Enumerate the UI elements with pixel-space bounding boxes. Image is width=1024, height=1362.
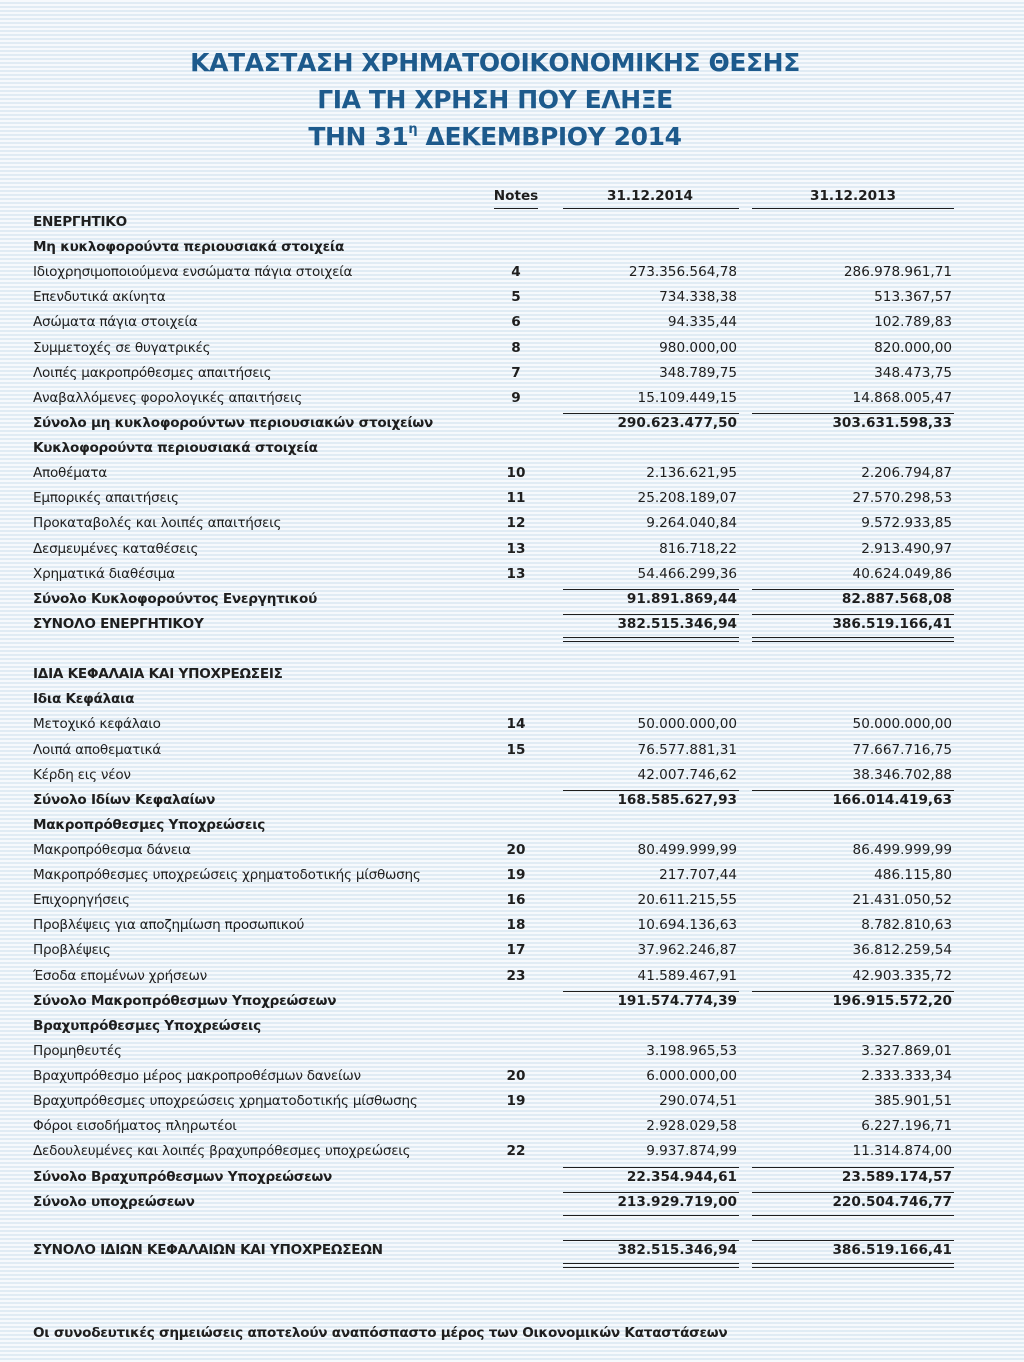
row-value-2014: 816.718,22 (659, 541, 737, 557)
row-label: Σύνολο Μακροπρόθεσμων Υποχρεώσεων (33, 993, 337, 1009)
row-value-2014: 91.891.869,44 (626, 591, 737, 607)
subtotal-rule-2014 (563, 1240, 739, 1241)
header-underline-notes (494, 208, 538, 209)
subtotal-rule-2013 (752, 991, 954, 992)
line-item-row (0, 739, 1024, 764)
line-item-row (0, 1115, 1024, 1140)
row-value-2013: 513.367,57 (874, 289, 952, 305)
row-label: Προβλέψεις για αποζημίωση προσωπικού (33, 917, 305, 933)
line-item-row (0, 311, 1024, 336)
row-label: Επιχορηγήσεις (33, 892, 130, 908)
row-value-2013: 42.903.335,72 (852, 968, 952, 984)
row-value-2014: 41.589.467,91 (637, 968, 737, 984)
line-item-row (0, 914, 1024, 939)
row-value-2013: 23.589.174,57 (841, 1169, 952, 1185)
row-label: Προβλέψεις (33, 942, 111, 958)
section-heading-row (0, 814, 1024, 839)
total-row (0, 1191, 1024, 1216)
row-value-2013: 2.913.490,97 (861, 541, 952, 557)
row-label: Επενδυτικά ακίνητα (33, 289, 166, 305)
subtotal-rule-2014 (563, 991, 739, 992)
line-item-row (0, 286, 1024, 311)
row-label: Ασώματα πάγια στοιχεία (33, 314, 198, 330)
subtotal-rule-2013 (752, 413, 954, 414)
total-row (0, 1166, 1024, 1191)
line-item-row (0, 939, 1024, 964)
row-value-2013: 8.782.810,63 (861, 917, 952, 933)
row-note-ref: 8 (511, 340, 521, 356)
row-value-2013: 303.631.598,33 (832, 415, 952, 431)
row-label: Μη κυκλοφορούντα περιουσιακά στοιχεία (33, 239, 345, 255)
subtotal-rule-2013 (752, 614, 954, 615)
row-label: Μακροπρόθεσμες υποχρεώσεις χρηματοδοτικής μίσθωσης (33, 867, 421, 883)
row-label: Μακροπρόθεσμα δάνεια (33, 842, 191, 858)
row-label: Προκαταβολές και λοιπές απαιτήσεις (33, 515, 282, 531)
row-value-2013: 348.473,75 (874, 365, 952, 381)
row-note-ref: 12 (506, 515, 526, 531)
row-note-ref: 16 (506, 892, 526, 908)
row-label: ΣΥΝΟΛΟ ΕΝΕΡΓΗΤΙΚΟΥ (33, 616, 204, 632)
title-line-1: ΚΑΤΑΣΤΑΣΗ ΧΡΗΜΑΤΟΟΙΚΟΝΟΜΙΚΗΣ ΘΕΣΗΣ (190, 48, 800, 77)
row-note-ref: 19 (506, 867, 526, 883)
row-value-2014: 290.623.477,50 (617, 415, 737, 431)
line-item-row (0, 764, 1024, 789)
row-note-ref: 22 (506, 1143, 526, 1159)
row-note-ref: 18 (506, 917, 526, 933)
row-note-ref: 13 (506, 566, 526, 582)
subtotal-rule-2014 (563, 589, 739, 590)
row-value-2013: 11.314.874,00 (852, 1143, 952, 1159)
footer-note: Οι συνοδευτικές σημειώσεις αποτελούν αναπόσπαστο μέρος των Οικονομικών Καταστάσεων (33, 1325, 728, 1341)
total-row (0, 1239, 1024, 1264)
section-heading-row (0, 663, 1024, 688)
row-note-ref: 7 (511, 365, 521, 381)
row-label: Δεσμευμένες καταθέσεις (33, 541, 199, 557)
line-item-row (0, 387, 1024, 412)
row-value-2013: 196.915.572,20 (832, 993, 952, 1009)
row-value-2014: 6.000.000,00 (646, 1068, 737, 1084)
row-value-2014: 80.499.999,99 (637, 842, 737, 858)
title-line-2: ΓΙΑ ΤΗ ΧΡΗΣΗ ΠΟΥ ΕΛΗΞΕ (317, 85, 673, 114)
total-row (0, 412, 1024, 437)
line-item-row (0, 538, 1024, 563)
row-value-2013: 2.333.333,34 (861, 1068, 952, 1084)
section-heading-row (0, 688, 1024, 713)
total-row (0, 613, 1024, 638)
row-value-2013: 820.000,00 (874, 340, 952, 356)
row-note-ref: 20 (506, 1068, 526, 1084)
line-item-row (0, 563, 1024, 588)
year-2014-column-header: 31.12.2014 (607, 188, 693, 204)
title-line-3 (0, 118, 990, 155)
subtotal-rule-2014 (563, 1167, 739, 1168)
row-value-2013: 82.887.568,08 (841, 591, 952, 607)
row-label: Μακροπρόθεσμες Υποχρεώσεις (33, 817, 266, 833)
row-label: ΣΥΝΟΛΟ ΙΔΙΩΝ ΚΕΦΑΛΑΙΩΝ ΚΑΙ ΥΠΟΧΡΕΩΣΕΩΝ (33, 1242, 383, 1258)
row-value-2014: 54.466.299,36 (637, 566, 737, 582)
line-item-row (0, 487, 1024, 512)
subtotal-rule-2013 (752, 1167, 954, 1168)
line-item-row (0, 1140, 1024, 1165)
row-label: Λοιπές μακροπρόθεσμες απαιτήσεις (33, 365, 272, 381)
subtotal-rule-2014 (563, 790, 739, 791)
row-value-2013: 40.624.049,86 (852, 566, 952, 582)
row-label: Σύνολο Ιδίων Κεφαλαίων (33, 792, 216, 808)
line-item-row (0, 1065, 1024, 1090)
row-label: Αναβαλλόμενες φορολογικές απαιτήσεις (33, 390, 303, 406)
row-value-2014: 22.354.944,61 (626, 1169, 737, 1185)
row-label: ΕΝΕΡΓΗΤΙΚΟ (33, 214, 127, 230)
section-heading-row (0, 211, 1024, 236)
row-label: Ιδιοχρησιμοποιούμενα ενσώματα πάγια στοιχεία (33, 264, 353, 280)
row-value-2014: 168.585.627,93 (617, 792, 737, 808)
row-value-2014: 290.074,51 (659, 1093, 737, 1109)
row-value-2014: 42.007.746,62 (637, 767, 737, 783)
row-value-2013: 27.570.298,53 (852, 490, 952, 506)
subtotal-rule-2013 (752, 1240, 954, 1241)
row-value-2013: 385.901,51 (874, 1093, 952, 1109)
line-item-row (0, 512, 1024, 537)
row-value-2014: 15.109.449,15 (637, 390, 737, 406)
row-value-2014: 273.356.564,78 (628, 264, 737, 280)
row-label: Βραχυπρόθεσμες υποχρεώσεις χρηματοδοτικής μίσθωσης (33, 1093, 418, 1109)
grand-total-double-rule-2014 (563, 1263, 739, 1268)
total-row (0, 789, 1024, 814)
row-value-2013: 36.812.259,54 (852, 942, 952, 958)
row-value-2013: 50.000.000,00 (852, 716, 952, 732)
row-value-2013: 3.327.869,01 (861, 1043, 952, 1059)
section-heading-row (0, 236, 1024, 261)
row-value-2014: 382.515.346,94 (617, 616, 737, 632)
row-label: Εμπορικές απαιτήσεις (33, 490, 179, 506)
statement-title (0, 44, 990, 155)
row-note-ref: 17 (506, 942, 526, 958)
total-row (0, 990, 1024, 1015)
row-value-2014: 76.577.881,31 (637, 742, 737, 758)
header-underline-2013 (752, 208, 954, 209)
row-value-2014: 9.937.874,99 (646, 1143, 737, 1159)
row-label: Κέρδη εις νέον (33, 767, 131, 783)
row-label: Βραχυπρόθεσμο μέρος μακροπροθέσμων δανείων (33, 1068, 361, 1084)
row-note-ref: 20 (506, 842, 526, 858)
row-value-2014: 382.515.346,94 (617, 1242, 737, 1258)
row-value-2014: 50.000.000,00 (637, 716, 737, 732)
row-label: Σύνολο υποχρεώσεων (33, 1194, 195, 1210)
row-value-2013: 386.519.166,41 (832, 616, 952, 632)
row-value-2013: 2.206.794,87 (861, 465, 952, 481)
row-value-2014: 3.198.965,53 (646, 1043, 737, 1059)
row-value-2013: 486.115,80 (874, 867, 952, 883)
row-label: Προμηθευτές (33, 1043, 122, 1059)
row-value-2013: 77.667.716,75 (852, 742, 952, 758)
row-label: ΙΔΙΑ ΚΕΦΑΛΑΙΑ ΚΑΙ ΥΠΟΧΡΕΩΣΕΙΣ (33, 666, 283, 682)
row-value-2014: 25.208.189,07 (637, 490, 737, 506)
spacer-row (0, 1216, 1024, 1241)
row-value-2013: 286.978.961,71 (843, 264, 952, 280)
row-note-ref: 6 (511, 314, 521, 330)
row-label: Βραχυπρόθεσμες Υποχρεώσεις (33, 1018, 261, 1034)
row-value-2014: 94.335,44 (667, 314, 737, 330)
row-value-2013: 6.227.196,71 (861, 1118, 952, 1134)
row-value-2013: 102.789,83 (874, 314, 952, 330)
row-note-ref: 14 (506, 716, 526, 732)
row-label: Σύνολο Βραχυπρόθεσμων Υποχρεώσεων (33, 1169, 333, 1185)
title-line-3-sup: η (408, 122, 418, 137)
line-item-row (0, 462, 1024, 487)
row-value-2014: 191.574.774,39 (617, 993, 737, 1009)
row-value-2014: 2.136.621,95 (646, 465, 737, 481)
header-underline-2014 (563, 208, 739, 209)
subtotal-rule-2013 (752, 1192, 954, 1193)
row-label: Μετοχικό κεφάλαιο (33, 716, 161, 732)
row-label: Αποθέματα (33, 465, 107, 481)
row-value-2014: 348.789,75 (659, 365, 737, 381)
line-item-row (0, 864, 1024, 889)
line-item-row (0, 261, 1024, 286)
row-value-2014: 217.707,44 (659, 867, 737, 883)
row-value-2014: 20.611.215,55 (637, 892, 737, 908)
row-label: Σύνολο Κυκλοφορούντος Ενεργητικού (33, 591, 318, 607)
row-value-2014: 2.928.029,58 (646, 1118, 737, 1134)
subtotal-rule-2014 (563, 1192, 739, 1193)
row-label: Λοιπά αποθεματικά (33, 742, 161, 758)
row-note-ref: 4 (511, 264, 521, 280)
row-note-ref: 10 (506, 465, 526, 481)
row-value-2013: 14.868.005,47 (852, 390, 952, 406)
subtotal-rule-2013 (752, 790, 954, 791)
row-value-2013: 220.504.746,77 (832, 1194, 952, 1210)
row-value-2013: 166.014.419,63 (832, 792, 952, 808)
grand-total-double-rule-2013 (752, 1263, 954, 1268)
row-note-ref: 5 (511, 289, 521, 305)
subtotal-rule-2014 (563, 614, 739, 615)
row-value-2014: 9.264.040,84 (646, 515, 737, 531)
row-label: Σύνολο μη κυκλοφορούντων περιουσιακών στοιχείων (33, 415, 433, 431)
row-label: Δεδουλευμένες και λοιπές βραχυπρόθεσμες υποχρεώσεις (33, 1143, 411, 1159)
row-label: Ιδια Κεφάλαια (33, 691, 135, 707)
line-item-row (0, 1090, 1024, 1115)
section-heading-row (0, 437, 1024, 462)
row-label: Έσοδα επομένων χρήσεων (33, 968, 207, 984)
row-label: Φόροι εισοδήματος πληρωτέοι (33, 1118, 237, 1134)
line-item-row (0, 1040, 1024, 1065)
row-value-2013: 9.572.933,85 (861, 515, 952, 531)
row-value-2014: 10.694.136,63 (637, 917, 737, 933)
row-value-2014: 980.000,00 (659, 340, 737, 356)
title-line-3-pre: ΤΗΝ 31 (308, 122, 409, 151)
row-note-ref: 15 (506, 742, 526, 758)
line-item-row (0, 362, 1024, 387)
row-note-ref: 23 (506, 968, 526, 984)
line-item-row (0, 337, 1024, 362)
line-item-row (0, 965, 1024, 990)
row-value-2014: 734.338,38 (659, 289, 737, 305)
subtotal-rule-2013 (752, 589, 954, 590)
row-note-ref: 9 (511, 390, 521, 406)
row-value-2013: 386.519.166,41 (832, 1242, 952, 1258)
row-note-ref: 19 (506, 1093, 526, 1109)
row-value-2014: 213.929.719,00 (617, 1194, 737, 1210)
row-value-2014: 37.962.246,87 (637, 942, 737, 958)
row-label: Συμμετοχές σε θυγατρικές (33, 340, 211, 356)
total-row (0, 588, 1024, 613)
line-item-row (0, 889, 1024, 914)
row-label: Χρηματικά διαθέσιμα (33, 566, 175, 582)
row-label: Κυκλοφορούντα περιουσιακά στοιχεία (33, 440, 318, 456)
notes-column-header: Notes (493, 188, 539, 204)
year-2013-column-header: 31.12.2013 (810, 188, 896, 204)
row-value-2013: 21.431.050,52 (852, 892, 952, 908)
row-value-2013: 86.499.999,99 (852, 842, 952, 858)
subtotal-rule-2014 (563, 413, 739, 414)
section-heading-row (0, 1015, 1024, 1040)
row-value-2013: 38.346.702,88 (852, 767, 952, 783)
line-item-row (0, 713, 1024, 738)
title-line-3-post: ΔΕΚΕΜΒΡΙΟΥ 2014 (417, 122, 682, 151)
spacer-row (0, 638, 1024, 663)
row-note-ref: 11 (506, 490, 526, 506)
row-note-ref: 13 (506, 541, 526, 557)
line-item-row (0, 839, 1024, 864)
